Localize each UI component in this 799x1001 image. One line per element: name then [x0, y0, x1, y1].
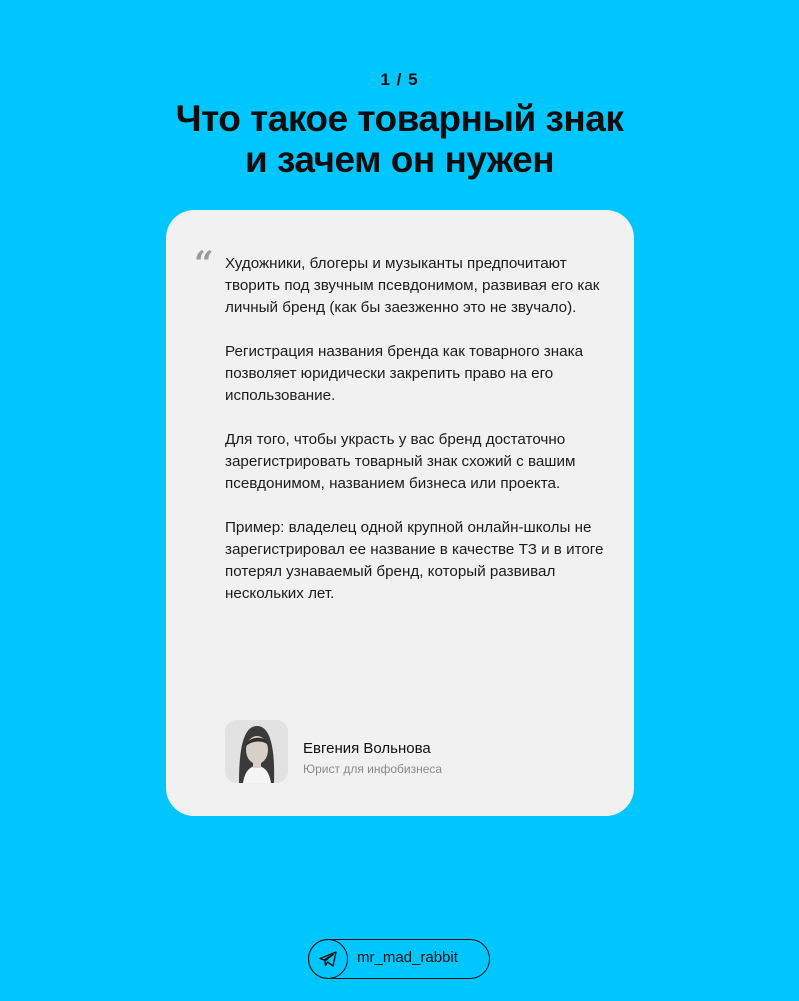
author-role: Юрист для инфобизнеса	[303, 762, 443, 776]
quote-text	[225, 253, 605, 627]
telegram-icon-circle	[308, 939, 348, 979]
quote-paragraph: Пример: владелец одной крупной онлайн-школы не зарегистрировал ее название в качестве ТЗ и в итоге потерял узнаваемый бренд, который развивал нескольких лет.	[225, 519, 604, 602]
telegram-icon	[318, 949, 338, 969]
page-title	[0, 98, 799, 180]
quote-card	[166, 210, 634, 816]
quote-paragraph: Для того, чтобы украсть у вас бренд достаточно зарегистрировать товарный знак схожий с вашим псевдонимом, названием бизнеса или проекта.	[225, 431, 576, 492]
quote-paragraph: Художники, блогеры и музыканты предпочитают творить под звучным псевдонимом, развивая его как личный бренд (как бы заезженно это не звучало).	[225, 255, 600, 316]
telegram-handle-text: mr_mad_rabbit	[357, 949, 458, 966]
quote-paragraph: Регистрация названия бренда как товарного знака позволяет юридически закрепить право на его использование.	[225, 343, 584, 404]
author-name: Евгения Вольнова	[303, 740, 431, 757]
title-line-2: и зачем он нужен	[244, 139, 555, 180]
title-line-1: Что такое товарный знак	[175, 98, 624, 139]
quote-icon: “	[194, 244, 214, 284]
avatar-portrait-icon	[225, 720, 288, 783]
slide-counter: 1 / 5	[380, 70, 419, 89]
telegram-handle-link[interactable]	[308, 939, 490, 979]
author-block	[225, 720, 605, 783]
avatar	[225, 720, 288, 783]
